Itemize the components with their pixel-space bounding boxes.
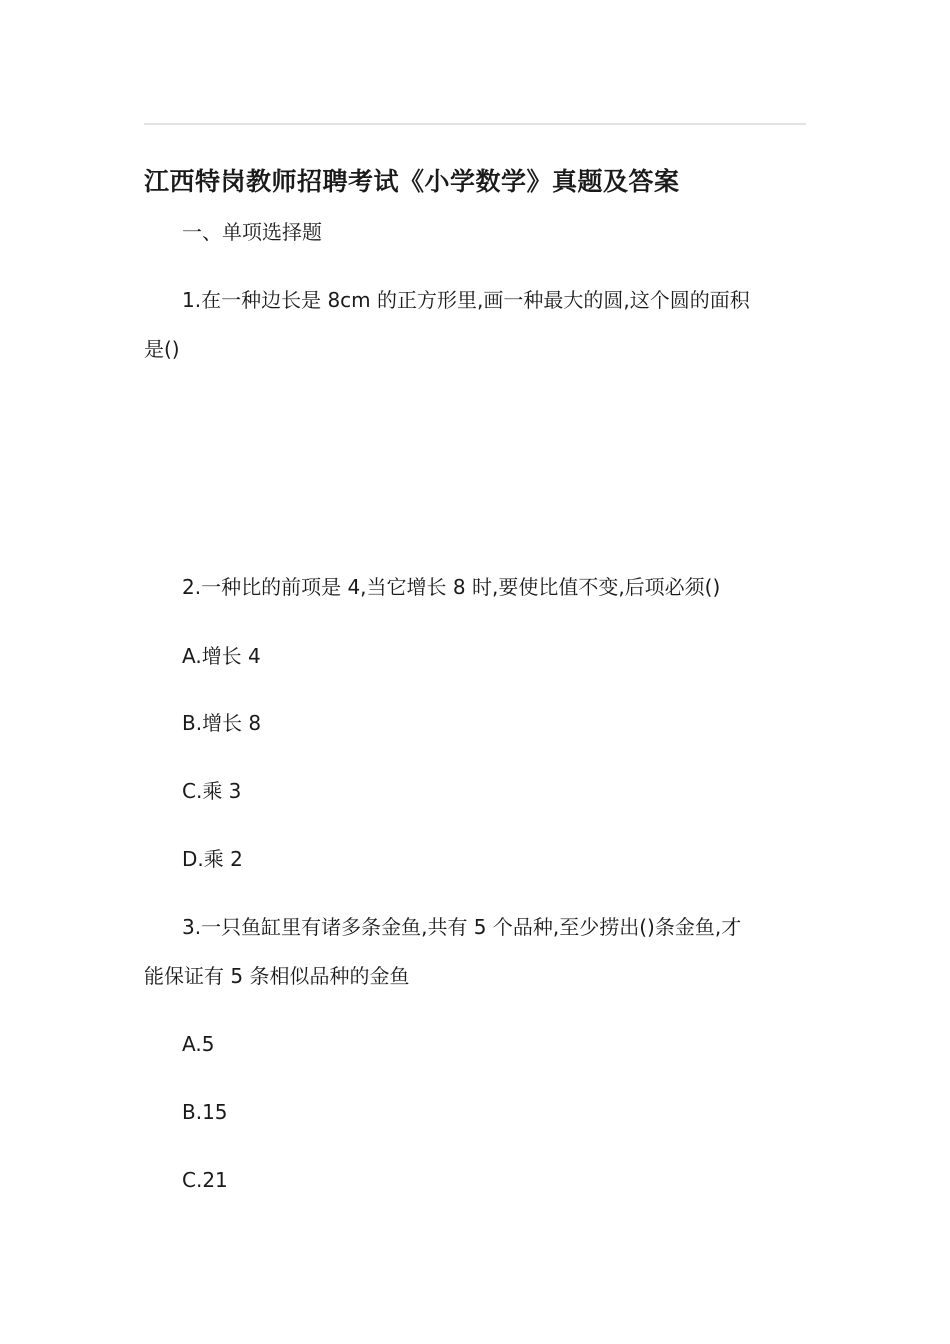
- question-3-line-1: 3.一只鱼缸里有诸多条金鱼,共有 5 个品种,至少捞出()条金鱼,才: [182, 915, 742, 939]
- question-3-line-2: 能保证有 5 条相似品种的金鱼: [144, 964, 410, 988]
- question-2-line-1: 2.一种比的前项是 4,当它增长 8 时,要使比值不变,后项必须(): [182, 575, 721, 599]
- question-3-option-b: B.15: [182, 1100, 228, 1124]
- question-2-option-c: C.乘 3: [182, 779, 242, 803]
- question-3-option-a: A.5: [182, 1032, 215, 1056]
- question-2-option-a: A.增长 4: [182, 644, 261, 668]
- header-divider: [144, 123, 806, 125]
- question-2-option-b: B.增长 8: [182, 711, 262, 735]
- question-2-option-d: D.乘 2: [182, 847, 243, 871]
- question-3-option-c: C.21: [182, 1168, 228, 1192]
- question-1-line-1: 1.在一种边长是 8cm 的正方形里,画一种最大的圆,这个圆的面积: [182, 288, 750, 312]
- question-1-line-2: 是(): [144, 337, 180, 361]
- section-heading: 一、单项选择题: [182, 220, 322, 244]
- document-title: 江西特岗教师招聘考试《小学数学》真题及答案: [144, 167, 680, 196]
